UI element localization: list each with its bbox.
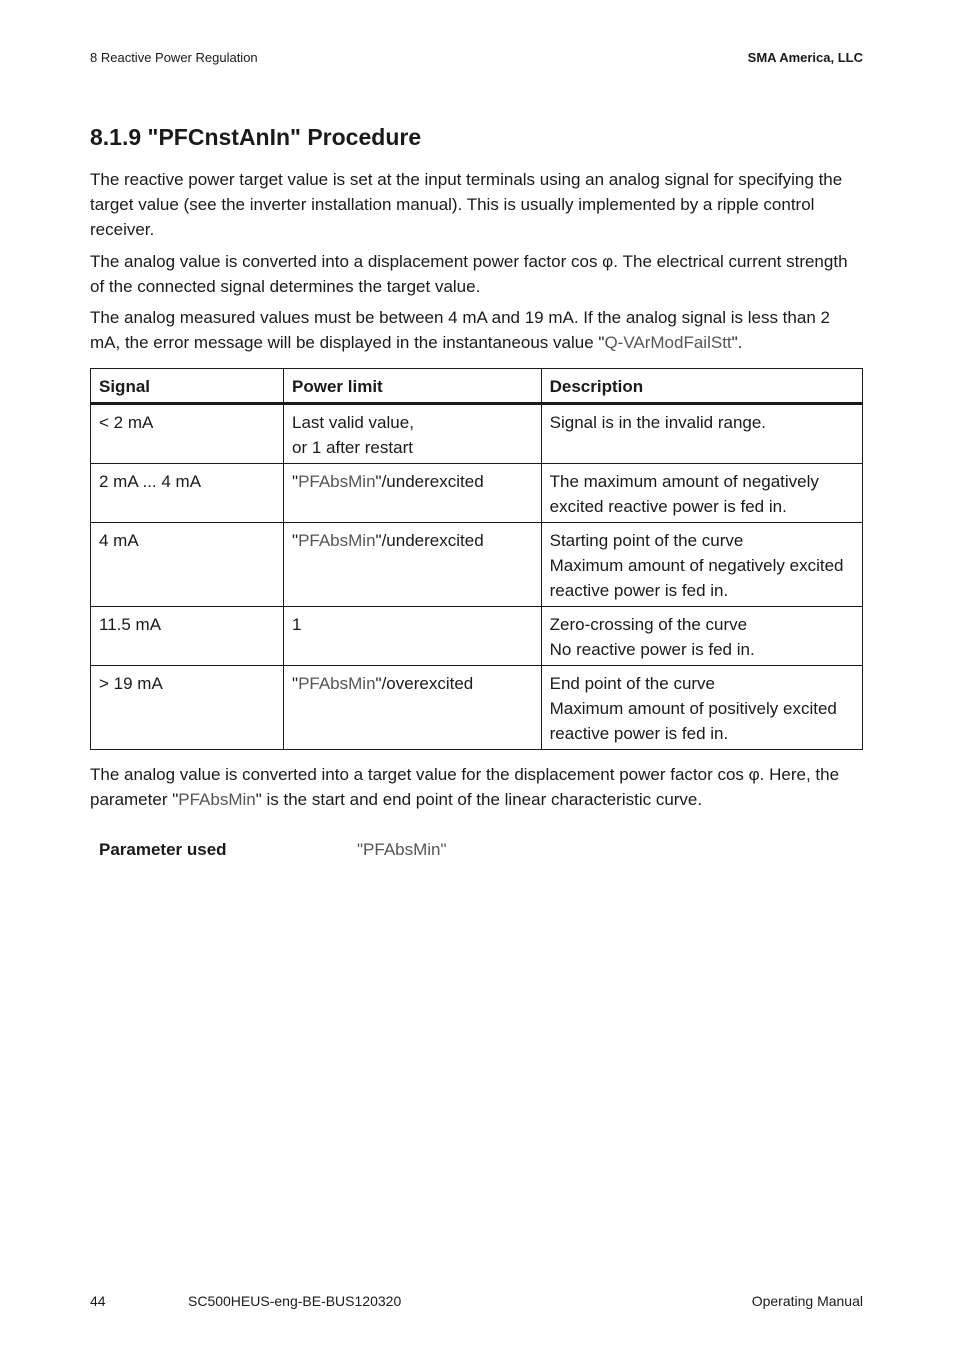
- power-limit-cell: 1: [284, 607, 542, 666]
- page-number: 44: [90, 1293, 106, 1309]
- document-code: SC500HEUS-eng-BE-BUS120320: [188, 1293, 402, 1309]
- signal-cell: < 2 mA: [91, 404, 284, 464]
- parameter-name: PFAbsMin: [178, 790, 256, 809]
- signal-cell: > 19 mA: [91, 666, 284, 750]
- description-line: Signal is in the invalid range.: [549, 413, 767, 432]
- page-footer: [90, 1293, 863, 1311]
- paragraph-text: The analog measured values must be between 4 mA and 19 mA. If the analog signal is less than 2 mA, the error message will be displayed in the instantaneous value ": [90, 308, 830, 352]
- header-company: SMA America, LLC: [747, 50, 863, 65]
- parameter-name: PFAbsMin: [298, 674, 376, 693]
- description-line: Starting point of the curve: [549, 531, 744, 550]
- section-title: 8.1.9 "PFCnstAnIn" Procedure: [90, 124, 422, 150]
- power-limit-cell: [284, 464, 542, 523]
- description-line: End point of the curve: [549, 674, 716, 693]
- description-cell: [541, 607, 862, 666]
- page-header: [90, 50, 863, 68]
- power-limit-text: "/underexcited: [375, 472, 484, 491]
- paragraph-text: " is the start and end point of the linear characteristic curve.: [255, 790, 703, 809]
- description-cell: [541, 464, 862, 523]
- parameter-used-value: "PFAbsMin": [357, 840, 447, 859]
- table-header-row: [91, 369, 863, 404]
- paragraph-conversion: The analog value is converted into a displacement power factor cos φ. The electrical current strength of the connected signal determines the target value.: [90, 252, 848, 296]
- paragraph-intro: The reactive power target value is set at the input terminals using an analog signal for specifying the target value (see the inverter installation manual). This is usually implemented by a ripple control receiver.: [90, 170, 843, 239]
- paragraph-text: ".: [731, 333, 743, 352]
- power-limit-text: "/overexcited: [375, 674, 474, 693]
- paragraph-measured-values: [90, 305, 863, 355]
- signal-table: [90, 368, 863, 750]
- paragraph-characteristic-curve: [90, 762, 863, 812]
- table-row: [91, 404, 863, 464]
- table-row: [91, 464, 863, 523]
- document-type: Operating Manual: [751, 1293, 863, 1309]
- paragraph-text: The analog value is converted into a target value for the displacement power factor cos φ. Here, the parameter ": [90, 765, 840, 809]
- power-limit-text: "/underexcited: [375, 531, 484, 550]
- parameter-used-label: Parameter used: [99, 840, 227, 859]
- signal-cell: 11.5 mA: [91, 607, 284, 666]
- power-limit-line: Last valid value,: [292, 413, 414, 432]
- description-line: Maximum amount of negatively excited reactive power is fed in.: [549, 556, 844, 600]
- column-header-power-limit: Power limit: [284, 369, 542, 404]
- column-header-signal: Signal: [91, 369, 284, 404]
- description-cell: [541, 404, 862, 464]
- quote-mark: ": [292, 531, 299, 550]
- description-line: Maximum amount of positively excited reactive power is fed in.: [549, 699, 837, 743]
- signal-cell: 2 mA ... 4 mA: [91, 464, 284, 523]
- description-cell: [541, 523, 862, 607]
- table-row: [91, 666, 863, 750]
- table-row: [91, 523, 863, 607]
- power-limit-line: or 1 after restart: [292, 438, 413, 457]
- table-row: [91, 607, 863, 666]
- description-line: The maximum amount of negatively excited reactive power is fed in.: [549, 472, 819, 516]
- power-limit-cell: [284, 523, 542, 607]
- quote-mark: ": [292, 674, 299, 693]
- parameter-name: PFAbsMin: [298, 472, 376, 491]
- parameter-name: PFAbsMin: [298, 531, 376, 550]
- description-line: Zero-crossing of the curve: [549, 615, 748, 634]
- header-chapter: 8 Reactive Power Regulation: [90, 50, 258, 65]
- column-header-description: Description: [541, 369, 862, 404]
- power-limit-cell: [284, 666, 542, 750]
- power-limit-cell: [284, 404, 542, 464]
- signal-cell: 4 mA: [91, 523, 284, 607]
- parameter-name: Q-VArModFailStt: [604, 333, 732, 352]
- description-line: No reactive power is fed in.: [549, 640, 755, 659]
- quote-mark: ": [292, 472, 299, 491]
- description-cell: [541, 666, 862, 750]
